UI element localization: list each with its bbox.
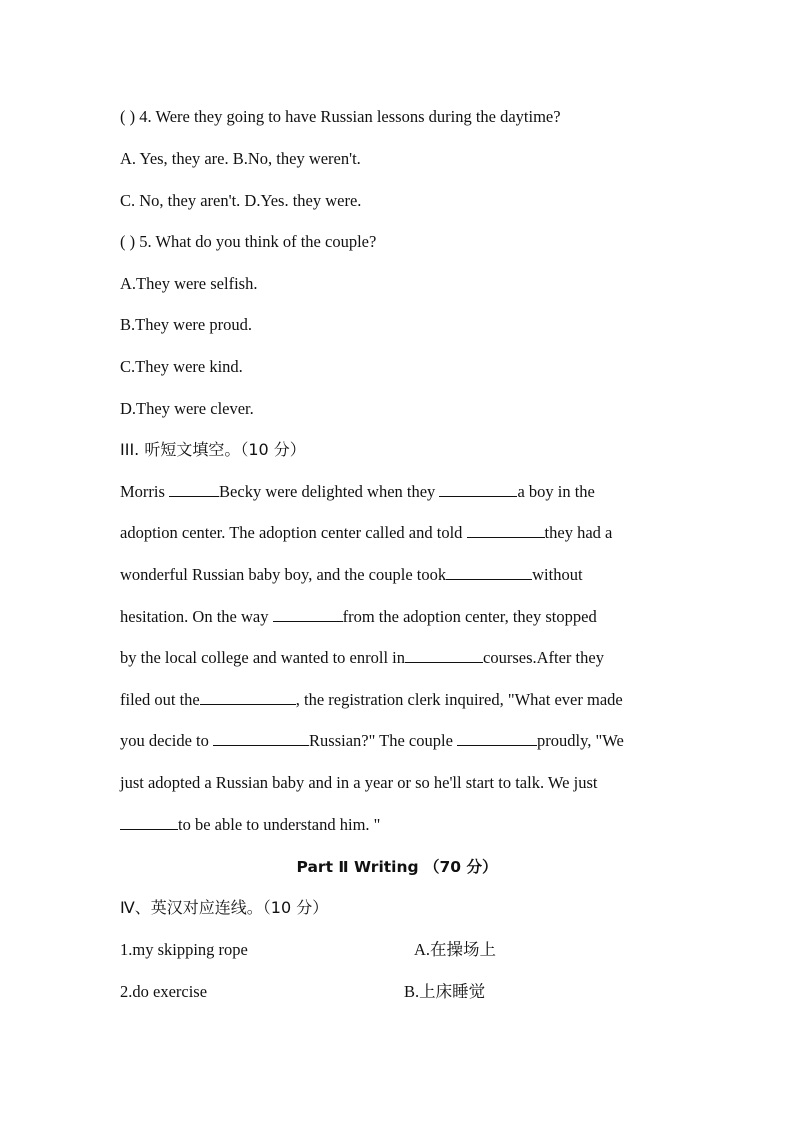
question-4-options-cd: C. No, they aren't. D.Yes. they were. (120, 191, 362, 210)
passage-text: filed out the (120, 690, 200, 709)
question-5-option-b: B.They were proud. (120, 315, 252, 334)
passage-line-7 (120, 730, 624, 752)
passage-text: Morris (120, 482, 170, 501)
passage-text: , the registration clerk inquired, "What ever made (295, 690, 623, 709)
part-2-heading: Part Ⅱ Writing （70 分） (296, 858, 498, 876)
passage-text: a boy in the (517, 482, 595, 501)
passage-line-9 (120, 814, 380, 836)
question-5-option-c: C.They were kind. (120, 357, 243, 376)
answer-blank-2[interactable] (439, 481, 517, 497)
section-3-heading: III. 听短文填空。（10 分） (120, 440, 306, 459)
question-5-option-a: A.They were selfish. (120, 274, 258, 293)
question-4-options-ab: A. Yes, they are. B.No, they weren't. (120, 149, 361, 168)
answer-blank-7[interactable] (200, 689, 296, 705)
passage-line-3 (120, 564, 583, 586)
match-item-2-chinese: B.上床睡觉 (404, 982, 486, 1001)
answer-blank-5[interactable] (273, 606, 343, 622)
passage-text: from the adoption center, they stopped (342, 607, 597, 626)
match-item-1-chinese: A.在操场上 (414, 940, 497, 959)
answer-blank-1[interactable] (169, 481, 219, 497)
passage-line-5 (120, 647, 604, 669)
passage-text: you decide to (120, 731, 214, 750)
passage-line-6 (120, 689, 623, 711)
passage-text: without (532, 565, 583, 584)
answer-blank-6[interactable] (405, 647, 483, 663)
passage-text: adoption center. The adoption center called and told (120, 523, 467, 542)
passage-text: hesitation. On the way (120, 607, 273, 626)
passage-text: they had a (544, 523, 613, 542)
answer-blank-10[interactable] (120, 814, 178, 830)
passage-text: to be able to understand him. " (178, 815, 381, 834)
passage-line-4 (120, 606, 597, 628)
answer-blank-3[interactable] (467, 522, 545, 538)
passage-line-1 (120, 481, 595, 503)
passage-text: Becky were delighted when they (219, 482, 440, 501)
passage-text: Russian?" The couple (309, 731, 458, 750)
passage-line-8: just adopted a Russian baby and in a year or so he'll start to talk. We just (120, 773, 598, 792)
passage-text: proudly, "We (537, 731, 624, 750)
question-5-option-d: D.They were clever. (120, 399, 254, 418)
passage-line-2 (120, 522, 612, 544)
answer-blank-4[interactable] (446, 564, 532, 580)
answer-blank-9[interactable] (457, 730, 537, 746)
match-item-2-english: 2.do exercise (120, 982, 208, 1001)
section-4-heading: Ⅳ、英汉对应连线。（10 分） (120, 898, 329, 917)
match-item-1-english: 1.my skipping rope (120, 940, 248, 959)
answer-blank-8[interactable] (213, 730, 309, 746)
question-5: ( ) 5. What do you think of the couple? (120, 232, 377, 251)
passage-text: courses.After they (483, 648, 604, 667)
passage-text: wonderful Russian baby boy, and the couple took (120, 565, 447, 584)
question-4: ( ) 4. Were they going to have Russian lessons during the daytime? (120, 107, 561, 126)
passage-text: by the local college and wanted to enroll in (120, 648, 405, 667)
